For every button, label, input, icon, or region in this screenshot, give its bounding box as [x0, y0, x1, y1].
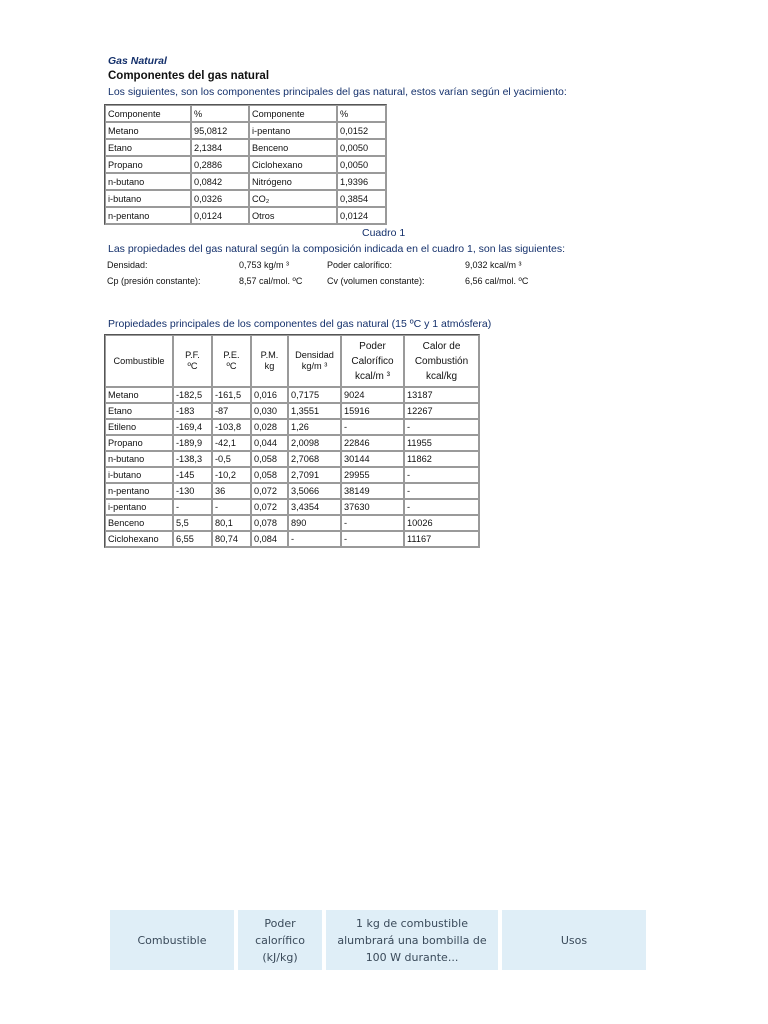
- table-cell: 10026: [404, 515, 479, 531]
- table-cell: n-butano: [105, 173, 191, 190]
- table-cell: Propano: [105, 156, 191, 173]
- header-line: Combustible: [137, 933, 207, 947]
- header-line: calorífico: [255, 933, 305, 947]
- table-cell: 2,1384: [191, 139, 249, 156]
- header-line: kg/m ³: [301, 361, 328, 371]
- table-cell: 11167: [404, 531, 479, 547]
- header-line: kcal/m ³: [355, 370, 390, 382]
- table-cell: i-pentano: [249, 122, 337, 139]
- table-header-row: [110, 910, 646, 970]
- table-cell: -: [404, 499, 479, 515]
- fuel-comparison-table: [106, 910, 650, 970]
- section-heading: Componentes del gas natural: [108, 70, 270, 82]
- table-cell: Metano: [105, 122, 191, 139]
- column-header: [173, 335, 212, 387]
- table-cell: -145: [173, 467, 212, 483]
- table-cell: Benceno: [249, 139, 337, 156]
- column-header: [238, 910, 322, 970]
- table-cell: 5,5: [173, 515, 212, 531]
- table-cell: -: [341, 531, 404, 547]
- table-cell: 11862: [404, 451, 479, 467]
- table-row: [105, 190, 386, 207]
- table-cell: Propano: [105, 435, 173, 451]
- table-row: [105, 139, 386, 156]
- header-line: P.E.: [223, 350, 240, 360]
- table-cell: 0,0326: [191, 190, 249, 207]
- document-title: Gas Natural: [108, 55, 167, 67]
- table-cell: n-pentano: [105, 207, 191, 224]
- header-line: P.F.: [185, 350, 200, 360]
- table-cell: 80,1: [212, 515, 251, 531]
- table-cell: -: [404, 483, 479, 499]
- table-cell: Ciclohexano: [105, 531, 173, 547]
- table-cell: 9024: [341, 387, 404, 403]
- table-caption: Cuadro 1: [362, 227, 406, 239]
- column-header: [404, 335, 479, 387]
- table-row: [105, 403, 479, 419]
- table-row: [105, 531, 479, 547]
- header-line: 1 kg de combustible: [356, 916, 468, 930]
- table-cell: -130: [173, 483, 212, 499]
- column-header: [288, 335, 341, 387]
- column-header: [341, 335, 404, 387]
- column-header: Componente: [249, 105, 337, 122]
- table-cell: n-pentano: [105, 483, 173, 499]
- table-cell: Otros: [249, 207, 337, 224]
- table-cell: 0,028: [251, 419, 288, 435]
- header-line: kg: [264, 361, 275, 371]
- column-header: [326, 910, 498, 970]
- table-cell: 1,26: [288, 419, 341, 435]
- table-cell: -182,5: [173, 387, 212, 403]
- table-cell: 2,0098: [288, 435, 341, 451]
- table-cell: Ciclohexano: [249, 156, 337, 173]
- table-cell: 1,9396: [337, 173, 386, 190]
- table-cell: i-butano: [105, 467, 173, 483]
- table-cell: -: [341, 419, 404, 435]
- table-cell: 0,0842: [191, 173, 249, 190]
- header-line: Calor de: [422, 340, 461, 352]
- table-cell: -: [173, 499, 212, 515]
- cv-value: 6,56 cal/mol. ºC: [465, 276, 529, 286]
- table-row: [105, 467, 479, 483]
- table-cell: -169,4: [173, 419, 212, 435]
- table-header-row: [105, 105, 386, 122]
- table-cell: 0,072: [251, 499, 288, 515]
- table-cell: -10,2: [212, 467, 251, 483]
- table-cell: 0,016: [251, 387, 288, 403]
- table-cell: 0,0124: [191, 207, 249, 224]
- table-cell: 0,0152: [337, 122, 386, 139]
- table-row: [105, 207, 386, 224]
- table-cell: Etano: [105, 403, 173, 419]
- table-cell: CO₂: [249, 190, 337, 207]
- table-cell: 0,058: [251, 467, 288, 483]
- table-cell: Etileno: [105, 419, 173, 435]
- table-cell: 0,084: [251, 531, 288, 547]
- header-line: Densidad: [295, 350, 334, 360]
- table-cell: 80,74: [212, 531, 251, 547]
- header-line: Combustible: [113, 355, 165, 366]
- table-cell: i-pentano: [105, 499, 173, 515]
- column-header: [502, 910, 646, 970]
- table-cell: 12267: [404, 403, 479, 419]
- header-line: ºC: [187, 361, 198, 371]
- cv-label: Cv (volumen constante):: [327, 276, 425, 286]
- table-row: [105, 483, 479, 499]
- header-line: Poder: [359, 340, 386, 352]
- properties-table-title: Propiedades principales de los componentes del gas natural (15 ºC y 1 atmósfera): [108, 318, 492, 330]
- table-cell: 6,55: [173, 531, 212, 547]
- calorific-label: Poder calorífico:: [327, 260, 393, 270]
- table-cell: -: [341, 515, 404, 531]
- table-cell: Benceno: [105, 515, 173, 531]
- density-value: 0,753 kg/m ³: [239, 260, 290, 270]
- table-cell: -: [404, 419, 479, 435]
- column-header: %: [337, 105, 386, 122]
- table-cell: 0,0124: [337, 207, 386, 224]
- table-cell: Etano: [105, 139, 191, 156]
- table-cell: 15916: [341, 403, 404, 419]
- header-line: ºC: [226, 361, 237, 371]
- table-row: [105, 499, 479, 515]
- table-cell: Metano: [105, 387, 173, 403]
- table-cell: -138,3: [173, 451, 212, 467]
- table-cell: -: [288, 531, 341, 547]
- table-cell: 0,044: [251, 435, 288, 451]
- table-cell: 0,072: [251, 483, 288, 499]
- intro-paragraph: Los siguientes, son los componentes principales del gas natural, estos varían según el yacimiento:: [108, 86, 567, 98]
- column-header: [251, 335, 288, 387]
- header-line: alumbrará una bombilla de: [337, 933, 487, 947]
- table-cell: 13187: [404, 387, 479, 403]
- table-cell: 0,0050: [337, 156, 386, 173]
- column-header: %: [191, 105, 249, 122]
- properties-intro: Las propiedades del gas natural según la composición indicada en el cuadro 1, son las siguientes:: [108, 243, 566, 255]
- table-cell: n-butano: [105, 451, 173, 467]
- table-cell: 0,058: [251, 451, 288, 467]
- table-row: [105, 122, 386, 139]
- table-cell: -103,8: [212, 419, 251, 435]
- header-line: kcal/kg: [425, 370, 458, 382]
- table-header-row: [105, 335, 479, 387]
- table-row: [105, 419, 479, 435]
- table-cell: 2,7068: [288, 451, 341, 467]
- header-line: Combustión: [414, 355, 469, 367]
- table-cell: 29955: [341, 467, 404, 483]
- table-cell: -42,1: [212, 435, 251, 451]
- column-header: [105, 335, 173, 387]
- table-row: [105, 173, 386, 190]
- table-cell: 0,7175: [288, 387, 341, 403]
- properties-table: [104, 334, 480, 548]
- table-cell: -183: [173, 403, 212, 419]
- table-cell: 0,2886: [191, 156, 249, 173]
- density-label: Densidad:: [107, 260, 148, 270]
- table-cell: 36: [212, 483, 251, 499]
- table-cell: i-butano: [105, 190, 191, 207]
- table-cell: -: [404, 467, 479, 483]
- table-cell: 37630: [341, 499, 404, 515]
- table-cell: -189,9: [173, 435, 212, 451]
- column-header: Componente: [105, 105, 191, 122]
- table-cell: 22846: [341, 435, 404, 451]
- header-line: Usos: [560, 933, 588, 947]
- table-cell: 3,4354: [288, 499, 341, 515]
- table-cell: 3,5066: [288, 483, 341, 499]
- table-row: [105, 387, 479, 403]
- table-row: [105, 451, 479, 467]
- table-cell: 0,078: [251, 515, 288, 531]
- table-cell: 0,0050: [337, 139, 386, 156]
- table-row: [105, 156, 386, 173]
- table-row: [105, 515, 479, 531]
- table-cell: -: [212, 499, 251, 515]
- table-cell: 2,7091: [288, 467, 341, 483]
- cp-label: Cp (presión constante):: [107, 276, 201, 286]
- header-line: 100 W durante...: [365, 950, 459, 964]
- table-cell: -0,5: [212, 451, 251, 467]
- table-cell: 95,0812: [191, 122, 249, 139]
- header-line: Calorífico: [351, 355, 394, 367]
- column-header: [110, 910, 234, 970]
- calorific-value: 9,032 kcal/m ³: [465, 260, 522, 270]
- cp-value: 8,57 cal/mol. ºC: [239, 276, 303, 286]
- header-line: (kJ/kg): [262, 950, 298, 964]
- components-table: [104, 104, 387, 225]
- table-cell: 30144: [341, 451, 404, 467]
- table-row: [105, 435, 479, 451]
- table-cell: 0,3854: [337, 190, 386, 207]
- table-cell: 890: [288, 515, 341, 531]
- column-header: [212, 335, 251, 387]
- header-line: P.M.: [260, 350, 279, 360]
- table-cell: -161,5: [212, 387, 251, 403]
- table-cell: 38149: [341, 483, 404, 499]
- table-cell: -87: [212, 403, 251, 419]
- table-cell: Nitrógeno: [249, 173, 337, 190]
- table-cell: 11955: [404, 435, 479, 451]
- header-line: Poder: [264, 916, 296, 930]
- table-cell: 0,030: [251, 403, 288, 419]
- table-cell: 1,3551: [288, 403, 341, 419]
